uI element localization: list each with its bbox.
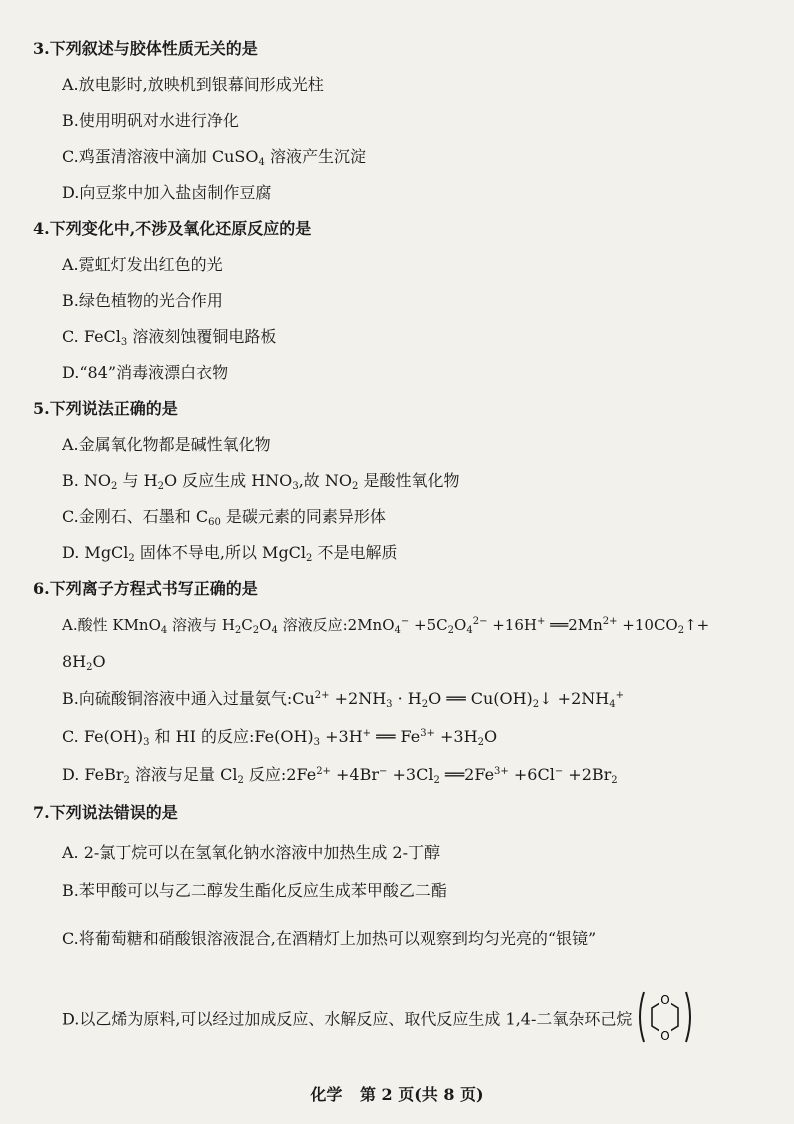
question-7-option-c: C.将葡萄糖和硝酸银溶液混合,在酒精灯上加热可以观察到均匀光亮的“银镜” [62, 929, 597, 948]
question-6-option-c: C. $Fe(OH)_3$ 和 HI 的反应$:Fe(OH)_3 +3H^+$ ══ $Fe^{3+} +3H_2O$ [62, 727, 498, 748]
question-5-option-d: D. MgCl$_2$ 固体不导电,所以 MgCl$_2$ 不是电解质 [62, 543, 398, 564]
question-5-stem: 5.下列说法正确的是 [33, 399, 178, 418]
dioxane-oxygen-top: O [660, 993, 671, 1007]
question-3-option-b: B.使用明矾对水进行净化 [62, 111, 239, 130]
footer-subject: 化学 [310, 1085, 343, 1104]
question-6-option-a-continued: $8H_2O$ [62, 652, 106, 673]
question-7-option-b: B.苯甲酸可以与乙二醇发生酯化反应生成苯甲酸乙二酯 [62, 881, 447, 900]
question-4-option-d: D.“84”消毒液漂白衣物 [62, 363, 229, 382]
page-footer [0, 1082, 794, 1105]
question-4-option-a: A.霓虹灯发出红色的光 [62, 255, 223, 274]
question-6-option-a: A.酸性 KMnO$_4$ 溶液与 $H_2C_2O_4$ 溶液反应:2MnO$_4$− $+5C_2O_4^{2-} +16H^+$ $══2Mn^{2+}$ $+10CO_2↑+$ [62, 616, 710, 636]
question-4-stem: 4.下列变化中,不涉及氧化还原反应的是 [33, 219, 312, 238]
question-6-option-b: B.向硫酸铜溶液中通入过量氨气$:Cu^{2+} +2NH_3 \cdot H_2O$ ══ $Cu(OH)_2↓ +2NH_4^+$ [62, 689, 624, 710]
question-3-option-a: A.放电影时,放映机到银幕间形成光柱 [62, 75, 324, 94]
question-6-option-d: D. FeBr$_2$ 溶液与足量 $Cl_2$ 反应$:2Fe^{2+} +4Br^- +3Cl_2$ $══2Fe^{3+} +6Cl^- +2Br_2$ [62, 765, 618, 786]
question-6-stem: 6.下列离子方程式书写正确的是 [33, 579, 258, 598]
question-7-stem: 7.下列说法错误的是 [33, 803, 178, 822]
dioxane-structure [634, 986, 696, 1054]
question-7-option-d: D.以乙烯为原料,可以经过加成反应、水解反应、取代反应生成 1,4-二氧杂环己烷 O O [62, 986, 696, 1054]
footer-page-number: 第 2 页(共 8 页) [359, 1085, 484, 1104]
question-3-option-c: C.鸡蛋清溶液中滴加 CuSO$_4$ 溶液产生沉淀 [62, 147, 366, 168]
question-5-option-c: C.金刚石、石墨和 $C_{60}$ 是碳元素的同素异形体 [62, 507, 386, 528]
question-3-option-d: D.向豆浆中加入盐卤制作豆腐 [62, 183, 272, 202]
question-5-option-a: A.金属氧化物都是碱性氧化物 [62, 435, 271, 454]
question-4-option-c: C. FeCl$_3$ 溶液刻蚀覆铜电路板 [62, 327, 277, 348]
question-4-option-b: B.绿色植物的光合作用 [62, 291, 223, 310]
question-5-option-b: B. $NO_2$ 与 $H_2O$ 反应生成 $HNO_3$,故 $NO_2$ 是酸性氧化物 [62, 471, 460, 492]
dioxane-oxygen-bottom: O [660, 1029, 671, 1043]
question-3-stem: 3.下列叙述与胶体性质无关的是 [33, 39, 258, 58]
question-7-option-a: A. 2-氯丁烷可以在氢氧化钠水溶液中加热生成 2-丁醇 [62, 843, 440, 862]
